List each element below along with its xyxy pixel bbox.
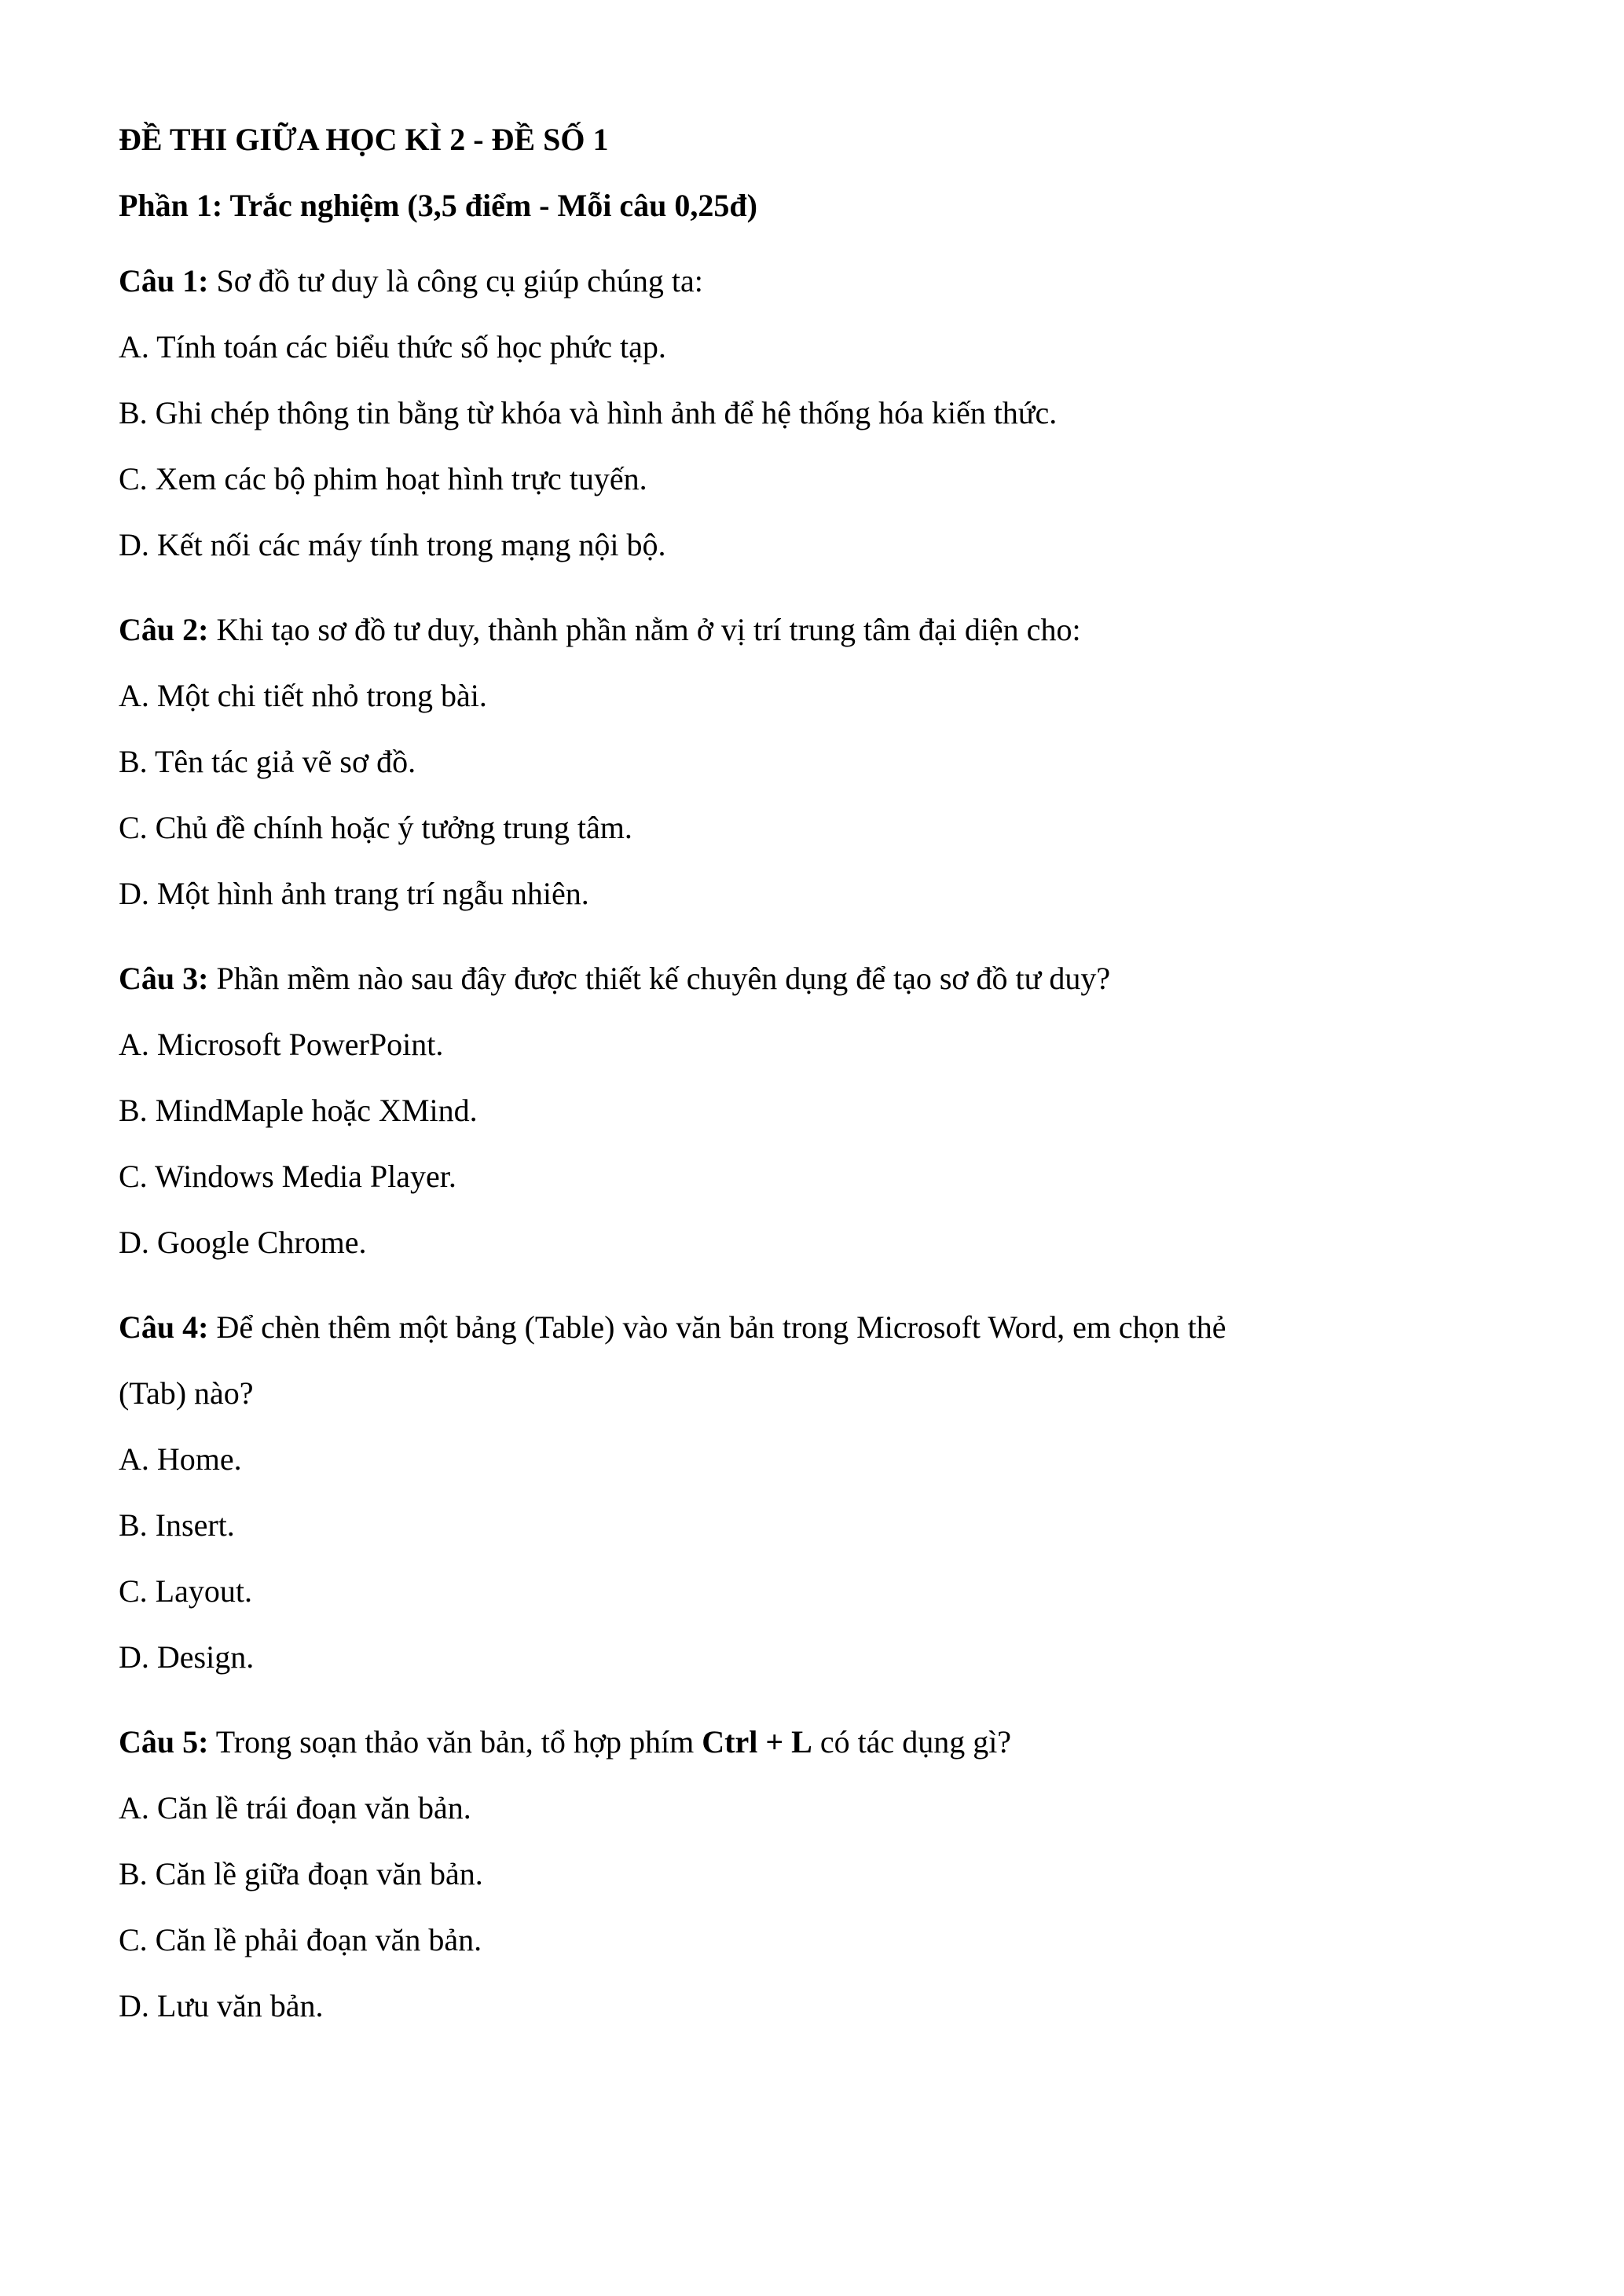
exam-title: ĐỀ THI GIỮA HỌC KÌ 2 - ĐỀ SỐ 1 [119,122,609,157]
question-1-stem [119,248,1525,314]
question-2 [119,597,1525,927]
keyboard-shortcut: Ctrl + L [702,1724,812,1760]
question-4-stem-continued: (Tab) nào? [119,1375,254,1411]
question-3-option-b: B. MindMaple hoặc XMind. [119,1093,478,1128]
question-3-option-d: D. Google Chrome. [119,1225,367,1260]
question-2-label: Câu 2: [119,612,209,647]
question-4-label: Câu 4: [119,1309,209,1345]
question-3-option-a: A. Microsoft PowerPoint. [119,1027,444,1062]
question-2-option-c: C. Chủ đề chính hoặc ý tưởng trung tâm. [119,810,632,845]
exam-page [119,116,1525,2058]
question-2-stem [119,597,1525,663]
question-3-stem [119,946,1525,1012]
question-5-option-b: B. Căn lề giữa đoạn văn bản. [119,1856,483,1891]
question-4-option-c: C. Layout. [119,1573,252,1609]
question-3-option-c: C. Windows Media Player. [119,1159,456,1194]
question-5-stem [119,1709,1525,1775]
question-5 [119,1709,1525,2039]
question-3-text: Phần mềm nào sau đây được thiết kế chuyên dụng để tạo sơ đồ tư duy? [208,961,1111,996]
question-2-option-b: B. Tên tác giả vẽ sơ đồ. [119,744,416,779]
question-5-option-a: A. Căn lề trái đoạn văn bản. [119,1790,471,1825]
question-3 [119,946,1525,1276]
question-1-option-c: C. Xem các bộ phim hoạt hình trực tuyến. [119,461,647,496]
section-heading: Phần 1: Trắc nghiệm (3,5 điểm - Mỗi câu 0,25đ) [119,188,757,223]
question-4-option-d: D. Design. [119,1639,255,1675]
question-1-option-a: A. Tính toán các biểu thức số học phức tạp. [119,329,666,364]
question-2-text: Khi tạo sơ đồ tư duy, thành phần nằm ở vị trí trung tâm đại diện cho: [208,612,1081,647]
question-1-label: Câu 1: [119,263,209,298]
question-4-text: Để chèn thêm một bảng (Table) vào văn bản trong Microsoft Word, em chọn thẻ [208,1309,1226,1345]
question-1-option-d: D. Kết nối các máy tính trong mạng nội bộ. [119,527,666,562]
question-5-option-d: D. Lưu văn bản. [119,1988,324,2023]
question-2-option-d: D. Một hình ảnh trang trí ngẫu nhiên. [119,876,589,911]
question-4-option-a: A. Home. [119,1441,242,1477]
question-4-option-b: B. Insert. [119,1507,235,1543]
question-1-text: Sơ đồ tư duy là công cụ giúp chúng ta: [208,263,703,298]
question-1-option-b: B. Ghi chép thông tin bằng từ khóa và hình ảnh để hệ thống hóa kiến thức. [119,395,1058,430]
question-4-stem [119,1294,1525,1360]
question-1 [119,248,1525,578]
question-5-option-c: C. Căn lề phải đoạn văn bản. [119,1922,482,1957]
question-2-option-a: A. Một chi tiết nhỏ trong bài. [119,678,487,713]
question-4 [119,1294,1525,1690]
question-5-text-before: Trong soạn thảo văn bản, tổ hợp phím [208,1724,702,1760]
question-3-label: Câu 3: [119,961,209,996]
question-5-label: Câu 5: [119,1724,209,1760]
question-5-text-after: có tác dụng gì? [812,1724,1012,1760]
